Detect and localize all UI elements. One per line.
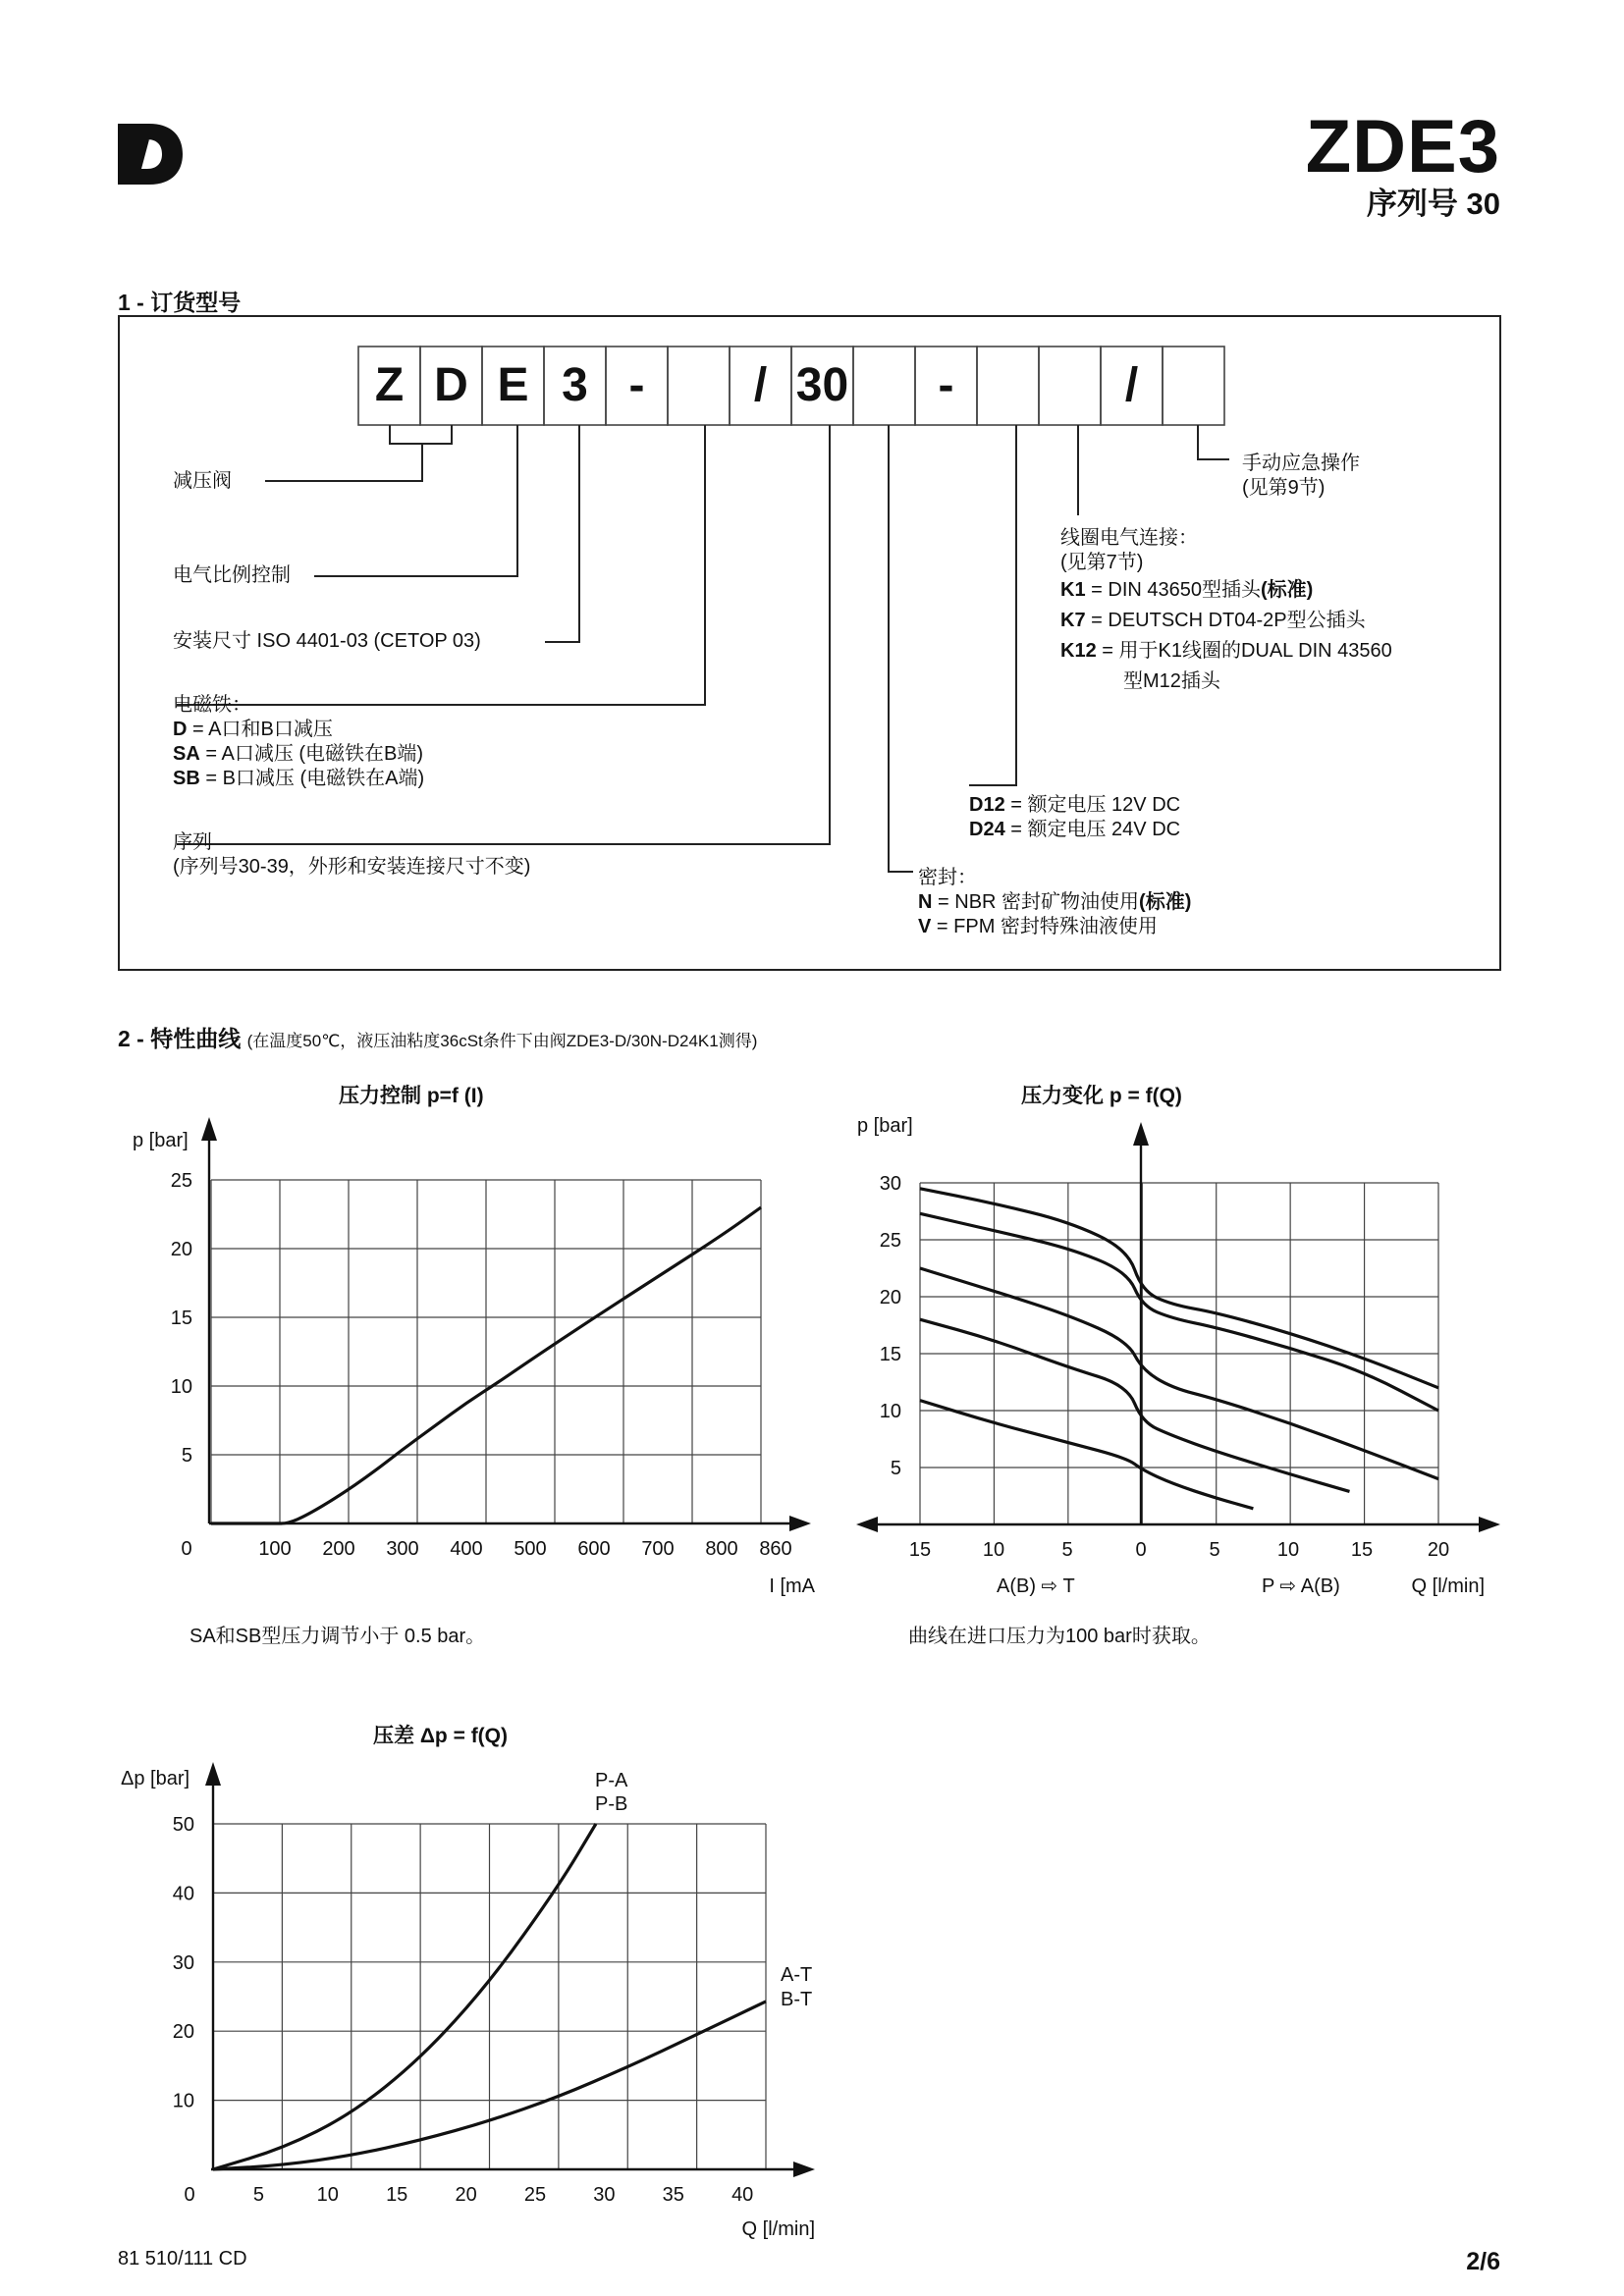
option-key: D24 bbox=[969, 819, 1005, 840]
code-box-text: / bbox=[1124, 359, 1139, 411]
y-tick-label: 30 bbox=[172, 1951, 194, 1974]
code-box-text: Z bbox=[374, 359, 405, 411]
label-proportional-control: 电气比例控制 bbox=[173, 564, 291, 586]
x-tick-label: 300 bbox=[386, 1538, 419, 1560]
chart-plot bbox=[856, 1115, 1500, 1597]
series-title: 序列 bbox=[173, 831, 212, 853]
manual-note: (见第9节) bbox=[1242, 477, 1326, 499]
series-label-at: A-T bbox=[781, 1964, 813, 1986]
y-tick-label: 5 bbox=[890, 1458, 901, 1479]
x-tick-label: 860 bbox=[759, 1538, 792, 1560]
x-tick-label: 10 bbox=[316, 2184, 339, 2206]
series-note: (序列号30-39，外形和安装连接尺寸不变) bbox=[173, 856, 531, 878]
seal-title: 密封： bbox=[918, 867, 977, 888]
section-2-heading: 2 - 特性曲线 bbox=[118, 1026, 242, 1051]
option-text: = A口和B口减压 bbox=[187, 719, 333, 740]
code-box-text: D bbox=[434, 359, 468, 411]
y-tick-label: 10 bbox=[172, 2090, 194, 2112]
code-box-text: / bbox=[753, 359, 768, 411]
x-tick-label: 15 bbox=[1350, 1539, 1374, 1561]
x-tick-label: 5 bbox=[252, 2184, 264, 2206]
x-tick-label: 500 bbox=[514, 1538, 547, 1560]
x-axis-arrow bbox=[1479, 1517, 1500, 1532]
coil-note: (见第7节) bbox=[1060, 552, 1144, 573]
code-box-text: - bbox=[938, 359, 954, 411]
y-tick-label: 25 bbox=[879, 1230, 901, 1252]
option-key: D12 bbox=[969, 794, 1005, 816]
x-tick-label: 200 bbox=[322, 1538, 355, 1560]
x-tick-label: 0 bbox=[181, 1538, 192, 1560]
series-line-0 bbox=[920, 1189, 1438, 1388]
option-text: = 额定电压 24V DC bbox=[1004, 819, 1181, 840]
series-line-1 bbox=[920, 1213, 1438, 1411]
y-axis-label: Δp [bar] bbox=[121, 1768, 190, 1789]
series-line-4 bbox=[920, 1401, 1253, 1509]
option-text: = 用于K1线圈的DUAL DIN 43560 bbox=[1096, 640, 1392, 662]
chart-plot bbox=[133, 1117, 816, 1597]
x-tick-label: 30 bbox=[593, 2184, 616, 2206]
option-key: D bbox=[173, 719, 188, 740]
x-tick-label: 15 bbox=[386, 2184, 408, 2206]
option-key: N bbox=[918, 891, 933, 913]
chart2-title: 压力变化 p = f(Q) bbox=[1021, 1085, 1182, 1107]
y-tick-label: 20 bbox=[879, 1287, 901, 1308]
x-tick-label: 35 bbox=[662, 2184, 684, 2206]
y-axis-arrow bbox=[205, 1762, 221, 1786]
x-axis-label: Q [l/min] bbox=[741, 2218, 815, 2240]
label-reducing-valve: 减压阀 bbox=[173, 470, 232, 492]
x-tick-label: 20 bbox=[455, 2184, 477, 2206]
x-axis-label: I [mA bbox=[769, 1575, 815, 1597]
x-axis-arrow bbox=[789, 1516, 811, 1531]
code-box-text: E bbox=[497, 359, 529, 411]
option-text: = DIN 43650型插头 bbox=[1085, 579, 1261, 601]
label-mounting-size: 安装尺寸 ISO 4401-03 (CETOP 03) bbox=[173, 630, 481, 652]
section-2-note: (在温度50℃，液压油粘度36cSt条件下由阀ZDE3-D/30N-D24K1测得) bbox=[246, 1032, 758, 1050]
y-axis-label: p [bar] bbox=[857, 1115, 913, 1137]
y-tick-label: 20 bbox=[170, 1239, 192, 1260]
y-tick-label: 40 bbox=[172, 1883, 194, 1905]
x-tick-label: 0 bbox=[1135, 1539, 1147, 1561]
option-key: K12 bbox=[1060, 640, 1097, 662]
y-tick-label: 30 bbox=[879, 1173, 901, 1195]
option-text: = 额定电压 12V DC bbox=[1004, 794, 1181, 816]
series-label-pa: P-A bbox=[595, 1770, 628, 1791]
standard-tag: (标准) bbox=[1261, 579, 1314, 601]
y-tick-label: 50 bbox=[172, 1814, 194, 1836]
coil-title: 线圈电气连接： bbox=[1060, 527, 1198, 549]
y-tick-label: 5 bbox=[181, 1445, 192, 1467]
section-1-title: 1 - 订货型号 bbox=[118, 290, 242, 315]
series-label-bt: B-T bbox=[781, 1989, 813, 2010]
x-tick-label: 15 bbox=[908, 1539, 932, 1561]
caption-left: SA和SB型压力调节小于 0.5 bar。 bbox=[189, 1626, 486, 1647]
x-axis-arrow bbox=[793, 2162, 815, 2177]
y-tick-label: 15 bbox=[879, 1344, 901, 1365]
code-box-text: 30 bbox=[795, 359, 849, 411]
y-axis-label: p [bar] bbox=[133, 1130, 189, 1151]
chart1-title: 压力控制 p=f (I) bbox=[339, 1085, 484, 1107]
option-text: = NBR 密封矿物油使用 bbox=[932, 891, 1140, 913]
y-axis-arrow bbox=[1133, 1122, 1149, 1146]
x-axis-label: Q [l/min] bbox=[1411, 1575, 1485, 1597]
code-box-text: - bbox=[628, 359, 645, 411]
x-tick-label: 0 bbox=[184, 2184, 195, 2206]
option-key: SB bbox=[173, 768, 200, 789]
x-tick-label: 400 bbox=[450, 1538, 483, 1560]
caption-right: 曲线在进口压力为100 bar时获取。 bbox=[908, 1626, 1211, 1647]
code-box-text: 3 bbox=[562, 359, 588, 411]
option-text: = B口减压 (电磁铁在A端) bbox=[199, 768, 425, 789]
chart3-title: 压差 Δp = f(Q) bbox=[373, 1725, 509, 1747]
model-name: ZDE3 bbox=[1305, 105, 1500, 188]
y-tick-label: 25 bbox=[170, 1170, 192, 1192]
x-axis-label-left: A(B) ⇨ T bbox=[997, 1575, 1075, 1597]
option-text: 型M12插头 bbox=[1123, 670, 1220, 692]
x-tick-label: 800 bbox=[705, 1538, 738, 1560]
y-tick-label: 15 bbox=[170, 1308, 192, 1329]
x-tick-label: 5 bbox=[1061, 1539, 1073, 1561]
y-tick-label: 10 bbox=[879, 1401, 901, 1422]
y-tick-label: 10 bbox=[170, 1376, 192, 1398]
option-key: K1 bbox=[1060, 579, 1086, 601]
x-tick-label: 10 bbox=[1276, 1539, 1300, 1561]
document-number: 81 510/111 CD bbox=[118, 2248, 247, 2269]
series-number: 序列号 30 bbox=[1366, 187, 1500, 221]
x-tick-label: 600 bbox=[577, 1538, 611, 1560]
x-tick-label: 25 bbox=[523, 2184, 547, 2206]
series-label-pb: P-B bbox=[595, 1793, 628, 1815]
y-axis-arrow bbox=[201, 1117, 217, 1141]
x-tick-label: 5 bbox=[1209, 1539, 1220, 1561]
option-key: V bbox=[918, 916, 932, 937]
series-line-0 bbox=[213, 1824, 596, 2169]
x-tick-label: 10 bbox=[982, 1539, 1005, 1561]
chart-plot bbox=[121, 1762, 815, 2240]
x-tick-label: 40 bbox=[731, 2184, 754, 2206]
option-text: = DEUTSCH DT04-2P型公插头 bbox=[1085, 610, 1366, 631]
option-key: SA bbox=[173, 743, 200, 765]
option-text: = FPM 密封特殊油液使用 bbox=[931, 916, 1158, 937]
option-key: K7 bbox=[1060, 610, 1086, 631]
page-number: 2/6 bbox=[1466, 2248, 1500, 2275]
x-axis-label-right: P ⇨ A(B) bbox=[1262, 1575, 1340, 1597]
y-tick-label: 20 bbox=[172, 2021, 194, 2044]
x-tick-label: 20 bbox=[1427, 1539, 1450, 1561]
x-axis-arrow bbox=[856, 1517, 878, 1532]
x-tick-label: 100 bbox=[258, 1538, 292, 1560]
manual-title: 手动应急操作 bbox=[1242, 453, 1360, 474]
solenoid-title: 电磁铁： bbox=[173, 694, 251, 716]
x-tick-label: 700 bbox=[641, 1538, 675, 1560]
option-text: = A口减压 (电磁铁在B端) bbox=[199, 743, 424, 765]
standard-tag: (标准) bbox=[1139, 891, 1192, 913]
